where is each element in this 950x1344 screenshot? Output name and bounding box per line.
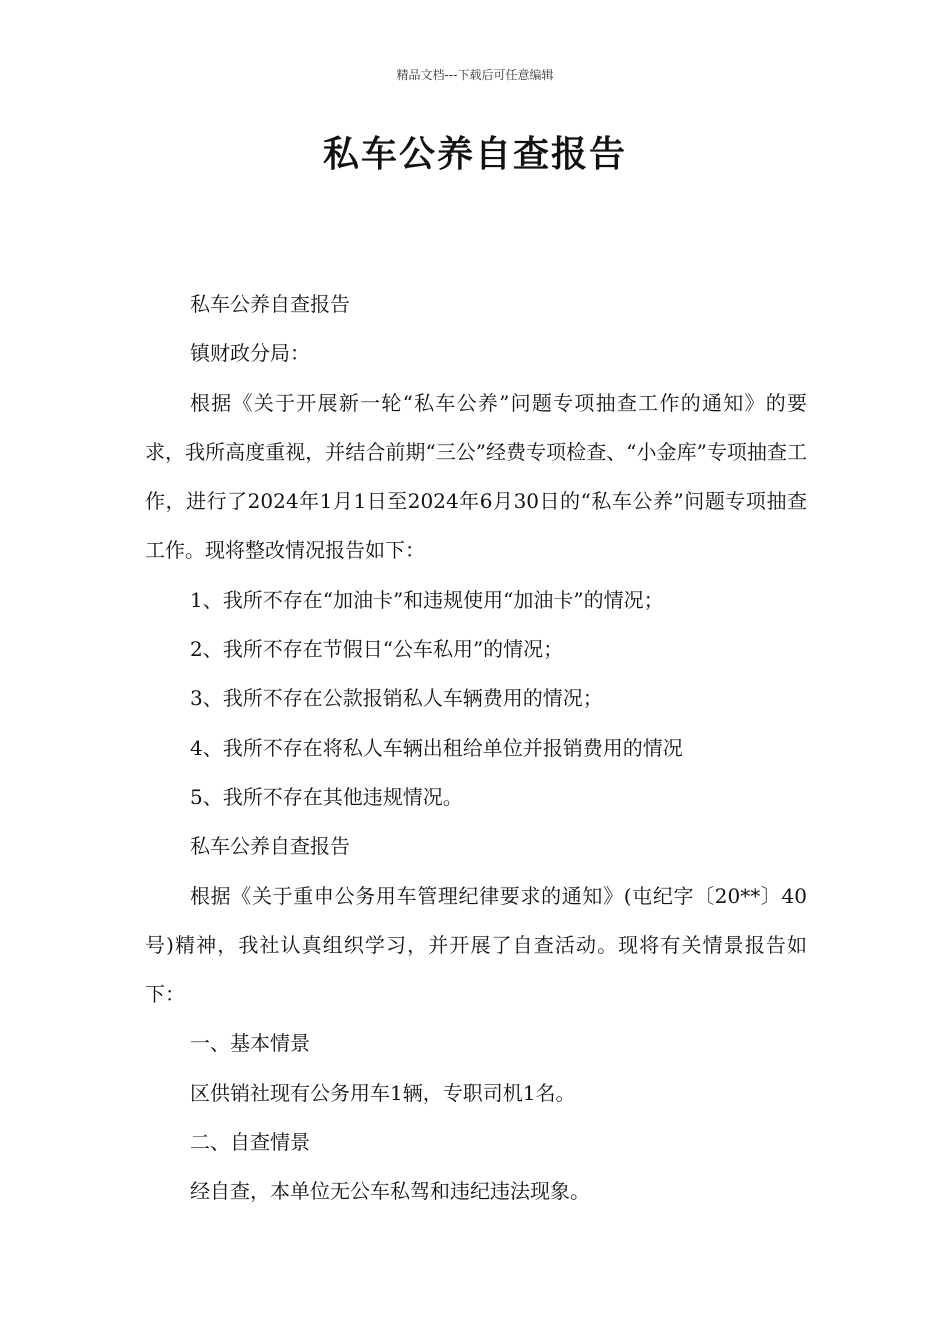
section-heading-1: 一、基本情景 bbox=[190, 1031, 310, 1056]
list-item-2: 2、我所不存在节假日“公车私用”的情况； bbox=[190, 637, 564, 662]
header-note: 精品文档---下载后可任意编辑 bbox=[396, 68, 554, 82]
document-title: 私车公养自查报告 bbox=[322, 134, 627, 175]
list-item-5: 5、我所不存在其他违规情况。 bbox=[190, 784, 463, 809]
section-subtitle-paragraph: 私车公养自查报告 bbox=[190, 834, 350, 859]
list-item-3: 3、我所不存在公款报销私人车辆费用的情况； bbox=[190, 686, 603, 711]
list-item-1: 1、我所不存在“加油卡”和违规使用“加油卡”的情况； bbox=[190, 587, 664, 612]
section-heading-2: 二、自查情景 bbox=[190, 1130, 310, 1155]
document-body bbox=[145, 280, 807, 1217]
body-paragraph: 根据《关于重申公务用车管理纪律要求的通知》(屯纪字〔20**〕40号)精神，我社认真组织学习，并开展了自查活动。现将有关情景报告如下： bbox=[145, 883, 807, 1007]
addressee-paragraph: 镇财政分局： bbox=[190, 341, 310, 366]
body-paragraph: 区供销社现有公务用车1辆，专职司机1名。 bbox=[190, 1080, 576, 1105]
body-paragraph: 经自查，本单位无公车私驾和违纪违法现象。 bbox=[190, 1179, 590, 1204]
subtitle-paragraph: 私车公养自查报告 bbox=[190, 292, 350, 316]
body-paragraph: 根据《关于开展新一轮“私车公养”问题专项抽查工作的通知》的要求，我所高度重视，并结合前期“三公”经费专项检查、“小金库”专项抽查工作，进行了2024年1月1日至2024年6月30日的“私车公养”问题专项抽查工作。现将整改情况报告如下： bbox=[145, 390, 807, 563]
list-item-4: 4、我所不存在将私人车辆出租给单位并报销费用的情况 bbox=[190, 735, 683, 760]
